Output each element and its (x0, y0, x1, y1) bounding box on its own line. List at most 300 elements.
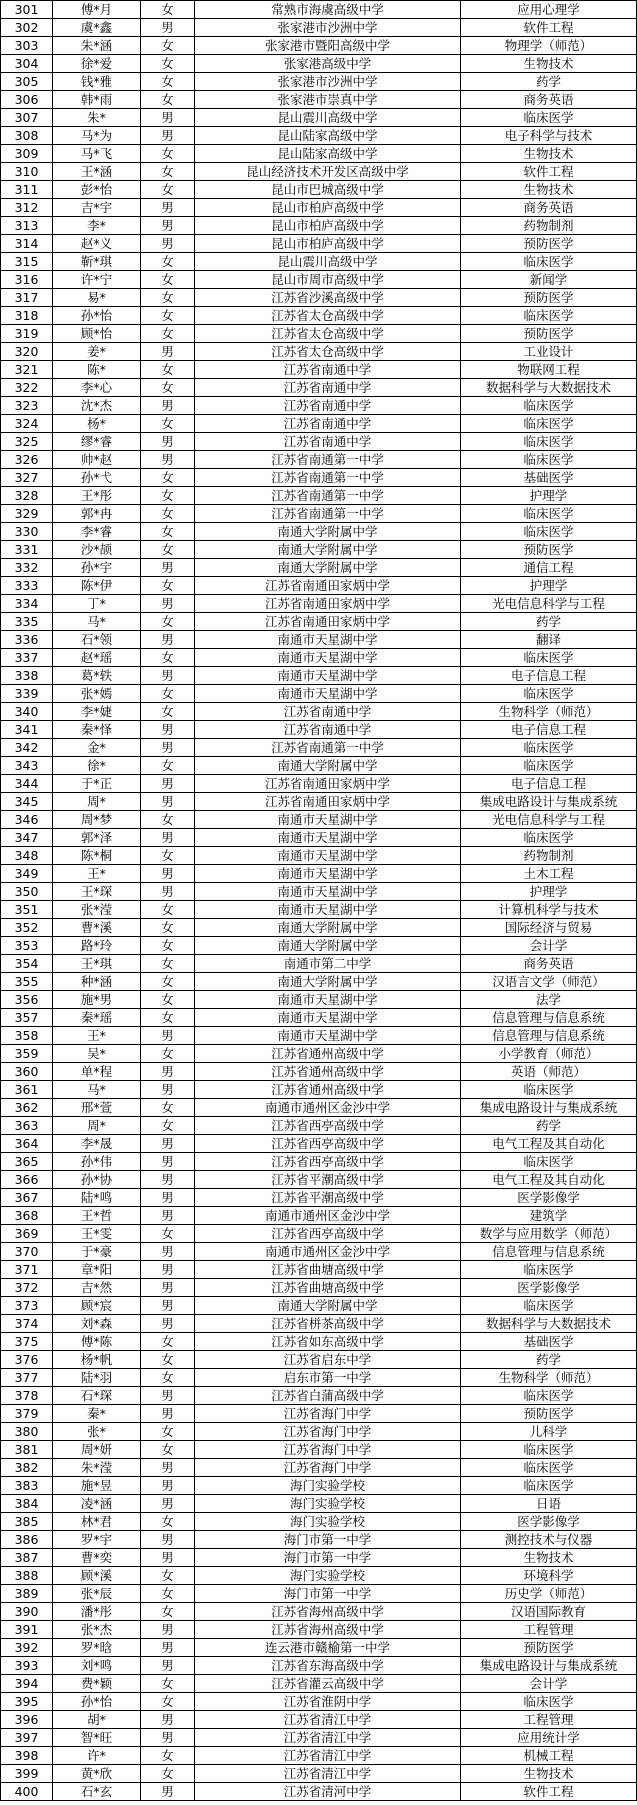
high-school-cell: 江苏省曲塘高级中学 (195, 1279, 461, 1297)
gender-cell: 女 (141, 325, 195, 343)
student-name-cell: 郭*泽 (53, 829, 141, 847)
gender-cell: 女 (141, 73, 195, 91)
major-cell: 工业设计 (461, 343, 637, 361)
major-cell: 临床医学 (461, 253, 637, 271)
row-number-cell: 379 (1, 1405, 53, 1423)
major-cell: 汉语言文学（师范） (461, 973, 637, 991)
student-name-cell: 顾*溪 (53, 1567, 141, 1585)
major-cell: 临床医学 (461, 757, 637, 775)
row-number-cell: 351 (1, 901, 53, 919)
gender-cell: 女 (141, 1567, 195, 1585)
table-row (1, 433, 637, 451)
gender-cell: 女 (141, 55, 195, 73)
high-school-cell: 张家港市暨阳高级中学 (195, 37, 461, 55)
major-cell: 土木工程 (461, 865, 637, 883)
major-cell: 预防医学 (461, 325, 637, 343)
major-cell: 临床医学 (461, 649, 637, 667)
student-name-cell: 孙*怡 (53, 307, 141, 325)
table-row (1, 505, 637, 523)
row-number-cell: 365 (1, 1153, 53, 1171)
major-cell: 电子信息工程 (461, 721, 637, 739)
table-row (1, 1711, 637, 1729)
gender-cell: 男 (141, 397, 195, 415)
high-school-cell: 南通市天星湖中学 (195, 631, 461, 649)
major-cell: 临床医学 (461, 415, 637, 433)
high-school-cell: 南通市天星湖中学 (195, 847, 461, 865)
major-cell: 临床医学 (461, 451, 637, 469)
gender-cell: 女 (141, 505, 195, 523)
major-cell: 预防医学 (461, 541, 637, 559)
table-row (1, 1333, 637, 1351)
row-number-cell: 388 (1, 1567, 53, 1585)
major-cell: 儿科学 (461, 1423, 637, 1441)
table-row (1, 1189, 637, 1207)
row-number-cell: 391 (1, 1621, 53, 1639)
table-row (1, 1567, 637, 1585)
major-cell: 临床医学 (461, 109, 637, 127)
table-row (1, 901, 637, 919)
major-cell: 临床医学 (461, 307, 637, 325)
table-row (1, 991, 637, 1009)
major-cell: 计算机科学与技术 (461, 901, 637, 919)
student-name-cell: 李*晟 (53, 1135, 141, 1153)
high-school-cell: 江苏省清江中学 (195, 1765, 461, 1783)
row-number-cell: 363 (1, 1117, 53, 1135)
table-row (1, 1765, 637, 1783)
gender-cell: 男 (141, 1171, 195, 1189)
student-name-cell: 张*杰 (53, 1621, 141, 1639)
major-cell: 医学影像学 (461, 1279, 637, 1297)
gender-cell: 男 (141, 775, 195, 793)
table-row (1, 451, 637, 469)
student-name-cell: 陈* (53, 361, 141, 379)
table-row (1, 1369, 637, 1387)
major-cell: 法学 (461, 991, 637, 1009)
student-name-cell: 徐* (53, 757, 141, 775)
student-name-cell: 马*为 (53, 127, 141, 145)
row-number-cell: 339 (1, 685, 53, 703)
high-school-cell: 昆山震川高级中学 (195, 109, 461, 127)
high-school-cell: 江苏省南通第一中学 (195, 469, 461, 487)
row-number-cell: 360 (1, 1063, 53, 1081)
student-name-cell: 曹*奕 (53, 1549, 141, 1567)
gender-cell: 男 (141, 721, 195, 739)
student-name-cell: 缪*睿 (53, 433, 141, 451)
student-name-cell: 智*旺 (53, 1729, 141, 1747)
high-school-cell: 江苏省南通田家炳中学 (195, 595, 461, 613)
student-name-cell: 王*涵 (53, 163, 141, 181)
major-cell: 集成电路设计与集成系统 (461, 793, 637, 811)
gender-cell: 女 (141, 523, 195, 541)
student-name-cell: 马*飞 (53, 145, 141, 163)
gender-cell: 女 (141, 1351, 195, 1369)
gender-cell: 男 (141, 865, 195, 883)
student-name-cell: 张* (53, 1423, 141, 1441)
student-name-cell: 朱*涵 (53, 37, 141, 55)
student-name-cell: 李*睿 (53, 523, 141, 541)
gender-cell: 女 (141, 901, 195, 919)
high-school-cell: 海门实验学校 (195, 1477, 461, 1495)
student-name-cell: 秦*怿 (53, 721, 141, 739)
gender-cell: 男 (141, 1711, 195, 1729)
gender-cell: 男 (141, 1297, 195, 1315)
high-school-cell: 江苏省太仓高级中学 (195, 307, 461, 325)
major-cell: 生物技术 (461, 1549, 637, 1567)
major-cell: 临床医学 (461, 523, 637, 541)
gender-cell: 男 (141, 1549, 195, 1567)
gender-cell: 男 (141, 451, 195, 469)
table-row (1, 1477, 637, 1495)
gender-cell: 女 (141, 361, 195, 379)
gender-cell: 男 (141, 829, 195, 847)
table-row (1, 145, 637, 163)
gender-cell: 女 (141, 847, 195, 865)
high-school-cell: 昆山陆家高级中学 (195, 127, 461, 145)
row-number-cell: 355 (1, 973, 53, 991)
gender-cell: 女 (141, 649, 195, 667)
gender-cell: 男 (141, 1657, 195, 1675)
high-school-cell: 江苏省白蒲高级中学 (195, 1387, 461, 1405)
high-school-cell: 江苏省清江中学 (195, 1747, 461, 1765)
high-school-cell: 昆山市柏庐高级中学 (195, 217, 461, 235)
table-row (1, 1045, 637, 1063)
table-row (1, 703, 637, 721)
major-cell: 商务英语 (461, 199, 637, 217)
high-school-cell: 江苏省南通第一中学 (195, 487, 461, 505)
student-name-cell: 孙*弋 (53, 469, 141, 487)
table-row (1, 937, 637, 955)
row-number-cell: 398 (1, 1747, 53, 1765)
high-school-cell: 江苏省西亭高级中学 (195, 1153, 461, 1171)
high-school-cell: 江苏省南通中学 (195, 433, 461, 451)
table-body (1, 1, 637, 1801)
gender-cell: 男 (141, 1639, 195, 1657)
major-cell: 电气工程及其自动化 (461, 1171, 637, 1189)
major-cell: 信息管理与信息系统 (461, 1009, 637, 1027)
table-row (1, 217, 637, 235)
row-number-cell: 330 (1, 523, 53, 541)
table-row (1, 775, 637, 793)
row-number-cell: 367 (1, 1189, 53, 1207)
student-name-cell: 许*宁 (53, 271, 141, 289)
gender-cell: 男 (141, 1477, 195, 1495)
table-row (1, 1099, 637, 1117)
high-school-cell: 南通大学附属中学 (195, 973, 461, 991)
gender-cell: 男 (141, 1405, 195, 1423)
high-school-cell: 江苏省海门中学 (195, 1423, 461, 1441)
major-cell: 数学与应用数学（师范） (461, 1225, 637, 1243)
high-school-cell: 江苏省太仓高级中学 (195, 343, 461, 361)
major-cell: 临床医学 (461, 1477, 637, 1495)
high-school-cell: 江苏省南通中学 (195, 397, 461, 415)
high-school-cell: 南通大学附属中学 (195, 919, 461, 937)
table-row (1, 1657, 637, 1675)
table-row (1, 397, 637, 415)
student-name-cell: 韩*雨 (53, 91, 141, 109)
high-school-cell: 江苏省南通第一中学 (195, 505, 461, 523)
student-name-cell: 彭*怡 (53, 181, 141, 199)
major-cell: 新闻学 (461, 271, 637, 289)
row-number-cell: 368 (1, 1207, 53, 1225)
high-school-cell: 昆山市柏庐高级中学 (195, 235, 461, 253)
gender-cell: 女 (141, 811, 195, 829)
table-row (1, 793, 637, 811)
row-number-cell: 326 (1, 451, 53, 469)
major-cell: 电子科学与技术 (461, 127, 637, 145)
high-school-cell: 江苏省沙溪高级中学 (195, 289, 461, 307)
major-cell: 临床医学 (461, 1441, 637, 1459)
high-school-cell: 昆山经济技术开发区高级中学 (195, 163, 461, 181)
table-row (1, 811, 637, 829)
gender-cell: 男 (141, 19, 195, 37)
row-number-cell: 352 (1, 919, 53, 937)
major-cell: 护理学 (461, 577, 637, 595)
major-cell: 生物技术 (461, 181, 637, 199)
row-number-cell: 306 (1, 91, 53, 109)
table-row (1, 1729, 637, 1747)
major-cell: 电子信息工程 (461, 775, 637, 793)
table-row (1, 631, 637, 649)
major-cell: 工程管理 (461, 1711, 637, 1729)
table-row (1, 307, 637, 325)
table-row (1, 415, 637, 433)
student-name-cell: 吉*宇 (53, 199, 141, 217)
row-number-cell: 337 (1, 649, 53, 667)
gender-cell: 男 (141, 1621, 195, 1639)
major-cell: 小学教育（师范） (461, 1045, 637, 1063)
student-name-cell: 王*哲 (53, 1207, 141, 1225)
high-school-cell: 海门市第一中学 (195, 1585, 461, 1603)
major-cell: 翻译 (461, 631, 637, 649)
row-number-cell: 353 (1, 937, 53, 955)
row-number-cell: 394 (1, 1675, 53, 1693)
student-name-cell: 赵*瑶 (53, 649, 141, 667)
table-row (1, 1135, 637, 1153)
table-row (1, 1603, 637, 1621)
row-number-cell: 359 (1, 1045, 53, 1063)
major-cell: 临床医学 (461, 1297, 637, 1315)
high-school-cell: 南通市天星湖中学 (195, 901, 461, 919)
table-row (1, 1171, 637, 1189)
major-cell: 生物科学（师范） (461, 703, 637, 721)
major-cell: 历史学（师范） (461, 1585, 637, 1603)
row-number-cell: 310 (1, 163, 53, 181)
table-row (1, 379, 637, 397)
row-number-cell: 354 (1, 955, 53, 973)
high-school-cell: 昆山市柏庐高级中学 (195, 199, 461, 217)
table-row (1, 343, 637, 361)
row-number-cell: 312 (1, 199, 53, 217)
high-school-cell: 江苏省太仓高级中学 (195, 325, 461, 343)
major-cell: 应用统计学 (461, 1729, 637, 1747)
gender-cell: 男 (141, 1189, 195, 1207)
high-school-cell: 海门市第一中学 (195, 1549, 461, 1567)
high-school-cell: 江苏省南通田家炳中学 (195, 793, 461, 811)
table-row (1, 1783, 637, 1801)
student-name-cell: 刘*森 (53, 1315, 141, 1333)
student-name-cell: 葛*轶 (53, 667, 141, 685)
major-cell: 英语（师范） (461, 1063, 637, 1081)
student-name-cell: 杨*帆 (53, 1351, 141, 1369)
major-cell: 基础医学 (461, 469, 637, 487)
major-cell: 日语 (461, 1495, 637, 1513)
table-row (1, 1063, 637, 1081)
student-name-cell: 马* (53, 613, 141, 631)
gender-cell: 女 (141, 937, 195, 955)
table-row (1, 649, 637, 667)
gender-cell: 女 (141, 757, 195, 775)
gender-cell: 女 (141, 973, 195, 991)
student-name-cell: 郭*冉 (53, 505, 141, 523)
major-cell: 预防医学 (461, 289, 637, 307)
gender-cell: 女 (141, 469, 195, 487)
row-number-cell: 304 (1, 55, 53, 73)
student-name-cell: 费*颖 (53, 1675, 141, 1693)
gender-cell: 男 (141, 883, 195, 901)
major-cell: 生物技术 (461, 55, 637, 73)
student-name-cell: 马* (53, 1081, 141, 1099)
student-name-cell: 周*妍 (53, 1441, 141, 1459)
student-name-cell: 罗*宇 (53, 1531, 141, 1549)
major-cell: 工程管理 (461, 1621, 637, 1639)
student-name-cell: 刘*鸣 (53, 1657, 141, 1675)
student-name-cell: 周*梦 (53, 811, 141, 829)
student-name-cell: 沈*杰 (53, 397, 141, 415)
high-school-cell: 南通大学附属中学 (195, 541, 461, 559)
gender-cell: 女 (141, 1333, 195, 1351)
high-school-cell: 海门实验学校 (195, 1513, 461, 1531)
row-number-cell: 380 (1, 1423, 53, 1441)
major-cell: 临床医学 (461, 1081, 637, 1099)
table-row (1, 55, 637, 73)
student-name-cell: 罗*晗 (53, 1639, 141, 1657)
gender-cell: 女 (141, 289, 195, 307)
student-name-cell: 邢*萱 (53, 1099, 141, 1117)
table-row (1, 199, 637, 217)
student-name-cell: 潘*彤 (53, 1603, 141, 1621)
major-cell: 临床医学 (461, 505, 637, 523)
major-cell: 医学影像学 (461, 1189, 637, 1207)
gender-cell: 男 (141, 1027, 195, 1045)
table-row (1, 1, 637, 19)
table-row (1, 757, 637, 775)
gender-cell: 女 (141, 1441, 195, 1459)
student-name-cell: 石*领 (53, 631, 141, 649)
high-school-cell: 江苏省南通中学 (195, 415, 461, 433)
table-row (1, 865, 637, 883)
high-school-cell: 江苏省东海高级中学 (195, 1657, 461, 1675)
table-row (1, 1621, 637, 1639)
row-number-cell: 373 (1, 1297, 53, 1315)
major-cell: 物联网工程 (461, 361, 637, 379)
row-number-cell: 334 (1, 595, 53, 613)
table-row (1, 613, 637, 631)
gender-cell: 男 (141, 1387, 195, 1405)
major-cell: 临床医学 (461, 829, 637, 847)
gender-cell: 男 (141, 739, 195, 757)
table-row (1, 1117, 637, 1135)
table-row (1, 685, 637, 703)
high-school-cell: 海门市第一中学 (195, 1531, 461, 1549)
high-school-cell: 连云港市赣榆第一中学 (195, 1639, 461, 1657)
gender-cell: 男 (141, 631, 195, 649)
gender-cell: 男 (141, 1459, 195, 1477)
table-row (1, 127, 637, 145)
student-name-cell: 秦* (53, 1405, 141, 1423)
gender-cell: 男 (141, 1495, 195, 1513)
high-school-cell: 江苏省通州高级中学 (195, 1045, 461, 1063)
student-name-cell: 张*辰 (53, 1585, 141, 1603)
student-name-cell: 王*雯 (53, 1225, 141, 1243)
high-school-cell: 江苏省海州高级中学 (195, 1621, 461, 1639)
row-number-cell: 347 (1, 829, 53, 847)
table-row (1, 37, 637, 55)
high-school-cell: 江苏省海州高级中学 (195, 1603, 461, 1621)
major-cell: 药学 (461, 1351, 637, 1369)
high-school-cell: 江苏省西亭高级中学 (195, 1135, 461, 1153)
student-name-cell: 王*琛 (53, 883, 141, 901)
student-name-cell: 李* (53, 217, 141, 235)
high-school-cell: 江苏省曲塘高级中学 (195, 1261, 461, 1279)
row-number-cell: 348 (1, 847, 53, 865)
table-row (1, 73, 637, 91)
gender-cell: 男 (141, 1135, 195, 1153)
major-cell: 医学影像学 (461, 1513, 637, 1531)
major-cell: 通信工程 (461, 559, 637, 577)
row-number-cell: 366 (1, 1171, 53, 1189)
major-cell: 临床医学 (461, 1153, 637, 1171)
row-number-cell: 383 (1, 1477, 53, 1495)
gender-cell: 男 (141, 1207, 195, 1225)
row-number-cell: 315 (1, 253, 53, 271)
high-school-cell: 南通市天星湖中学 (195, 685, 461, 703)
table-row (1, 1315, 637, 1333)
major-cell: 药学 (461, 613, 637, 631)
table-row (1, 1081, 637, 1099)
row-number-cell: 376 (1, 1351, 53, 1369)
high-school-cell: 海门实验学校 (195, 1495, 461, 1513)
gender-cell: 女 (141, 613, 195, 631)
student-name-cell: 孙*宇 (53, 559, 141, 577)
high-school-cell: 南通市天星湖中学 (195, 1027, 461, 1045)
row-number-cell: 381 (1, 1441, 53, 1459)
gender-cell: 女 (141, 685, 195, 703)
student-name-cell: 顾*宸 (53, 1297, 141, 1315)
major-cell: 环境科学 (461, 1567, 637, 1585)
row-number-cell: 335 (1, 613, 53, 631)
row-number-cell: 338 (1, 667, 53, 685)
student-name-cell: 章*阳 (53, 1261, 141, 1279)
row-number-cell: 331 (1, 541, 53, 559)
student-name-cell: 石*玄 (53, 1783, 141, 1801)
major-cell: 商务英语 (461, 955, 637, 973)
major-cell: 生物技术 (461, 1765, 637, 1783)
student-name-cell: 陆*鸣 (53, 1189, 141, 1207)
row-number-cell: 324 (1, 415, 53, 433)
high-school-cell: 江苏省南通中学 (195, 703, 461, 721)
high-school-cell: 南通市天星湖中学 (195, 667, 461, 685)
row-number-cell: 341 (1, 721, 53, 739)
high-school-cell: 张家港市沙洲中学 (195, 19, 461, 37)
row-number-cell: 329 (1, 505, 53, 523)
major-cell: 数据科学与大数据技术 (461, 1315, 637, 1333)
student-name-cell: 林*君 (53, 1513, 141, 1531)
high-school-cell: 南通市天星湖中学 (195, 865, 461, 883)
gender-cell: 女 (141, 415, 195, 433)
table-row (1, 487, 637, 505)
high-school-cell: 江苏省清江中学 (195, 1711, 461, 1729)
row-number-cell: 390 (1, 1603, 53, 1621)
